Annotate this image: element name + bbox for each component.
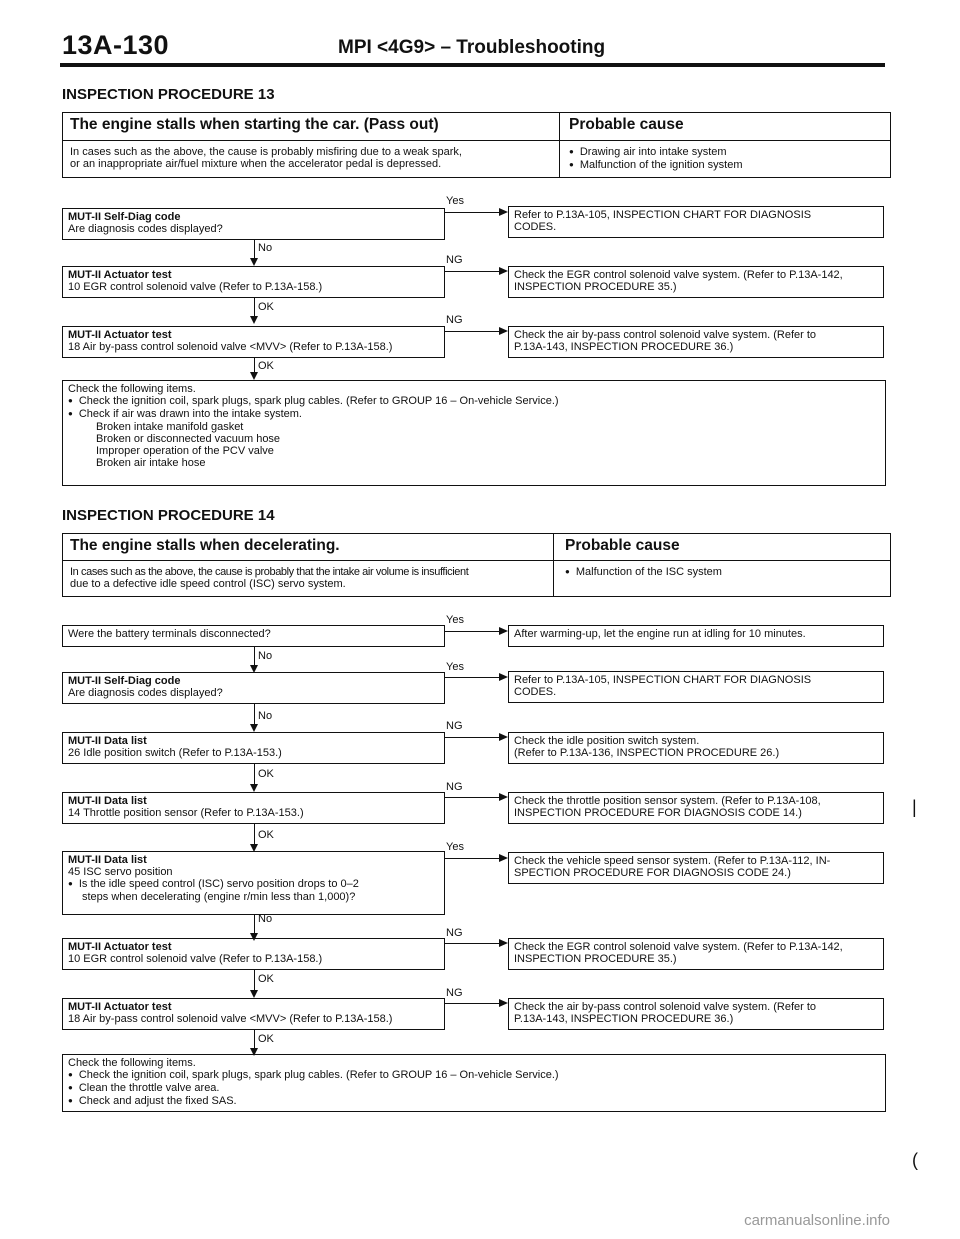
step-box: MUT-II Data list 45 ISC servo position ● Is the idle speed control (ISC) servo position drops to 0–2 steps when decelerating (engine r/min less than 1,000)? xyxy=(62,851,445,915)
final-check-box: Check the following items. ● Check the ignition coil, spark plugs, spark plug cables. (Refer to GROUP 16 – On-vehicle Service.) ● Clean the throttle valve area. ● Check and adjust the fixed SAS. xyxy=(62,1054,886,1112)
action-box: Check the air by-pass control solenoid valve system. (Refer to P.13A-143, INSPECTION PROCEDURE 36.) xyxy=(508,998,884,1030)
step-title: MUT-II Data list xyxy=(68,795,147,807)
step-box xyxy=(62,792,445,824)
probable-cause-heading: Probable cause xyxy=(565,537,680,554)
action-box: Refer to P.13A-105, INSPECTION CHART FOR DIAGNOSIS CODES. xyxy=(508,206,884,238)
step-title: MUT-II Self-Diag code xyxy=(68,675,181,687)
page-title: MPI <4G9> – Troubleshooting xyxy=(338,37,606,58)
cause-item: ● Malfunction of the ignition system xyxy=(569,159,742,172)
flow-label: No xyxy=(258,242,273,254)
step-box xyxy=(62,672,445,704)
step-text: Are diagnosis codes displayed? xyxy=(68,223,223,235)
symptom-description: In cases such as the above, the cause is probably misfiring due to a weak spark, or an inappropriate air/fuel mixture when the accelerator pedal is depressed. xyxy=(70,146,462,170)
step-title: MUT-II Actuator test xyxy=(68,1001,172,1013)
result-label: NG xyxy=(446,314,463,326)
arrow-right-icon xyxy=(499,673,508,681)
step-text: 10 EGR control solenoid valve (Refer to P.13A-158.) xyxy=(68,953,323,965)
procedure-14-symptom-table xyxy=(62,533,891,597)
result-label: NG xyxy=(446,927,463,939)
action-box: Check the air by-pass control solenoid valve system. (Refer to P.13A-143, INSPECTION PROCEDURE 36.) xyxy=(508,326,884,358)
arrow-down-icon xyxy=(250,258,258,266)
procedure-13-title: INSPECTION PROCEDURE 13 xyxy=(62,86,275,103)
arrow-right-icon xyxy=(499,939,508,947)
flow-label: OK xyxy=(258,768,274,780)
probable-cause-list xyxy=(565,566,722,579)
arrow-right-icon xyxy=(499,267,508,275)
step-text: 10 EGR control solenoid valve (Refer to P.13A-158.) xyxy=(68,281,323,293)
step-box xyxy=(62,938,445,970)
result-label: Yes xyxy=(446,841,464,853)
arrow-right-icon xyxy=(499,208,508,216)
step-box xyxy=(62,208,445,240)
header-rule xyxy=(60,63,885,67)
flow-label: No xyxy=(258,913,273,925)
result-label: NG xyxy=(446,781,463,793)
flow-label: OK xyxy=(258,301,274,313)
result-label: Yes xyxy=(446,661,464,673)
action-box: Check the EGR control solenoid valve system. (Refer to P.13A-142, INSPECTION PROCEDURE 35.) xyxy=(508,938,884,970)
result-label: Yes xyxy=(446,614,464,626)
arrow-right-icon xyxy=(499,793,508,801)
step-title: MUT-II Self-Diag code xyxy=(68,211,181,223)
arrow-right-icon xyxy=(499,327,508,335)
cause-item: ● Malfunction of the ISC system xyxy=(565,566,722,579)
arrow-right-icon xyxy=(499,627,508,635)
flow-label: No xyxy=(258,650,273,662)
arrow-right-icon xyxy=(499,733,508,741)
action-box: Refer to P.13A-105, INSPECTION CHART FOR DIAGNOSIS CODES. xyxy=(508,671,884,703)
flow-label: OK xyxy=(258,360,274,372)
step-box xyxy=(62,998,445,1030)
procedure-13-symptom-table xyxy=(62,112,891,178)
flow-label: OK xyxy=(258,973,274,985)
step-text: Are diagnosis codes displayed? xyxy=(68,687,223,699)
result-label: NG xyxy=(446,987,463,999)
flow-label: OK xyxy=(258,829,274,841)
symptom-heading: The engine stalls when starting the car. (Pass out) xyxy=(70,116,439,133)
flow-label: No xyxy=(258,710,273,722)
step-title: MUT-II Actuator test xyxy=(68,941,172,953)
result-label: NG xyxy=(446,720,463,732)
arrow-down-icon xyxy=(250,990,258,998)
procedure-14-title: INSPECTION PROCEDURE 14 xyxy=(62,507,275,524)
arrow-down-icon xyxy=(250,724,258,732)
step-text: 18 Air by-pass control solenoid valve <MVV> (Refer to P.13A-158.) xyxy=(68,341,393,353)
step-title: MUT-II Actuator test xyxy=(68,329,172,341)
step-title: MUT-II Data list xyxy=(68,854,147,866)
cause-item: ● Drawing air into intake system xyxy=(569,146,742,159)
step-title: MUT-II Data list xyxy=(68,735,147,747)
step-text: 18 Air by-pass control solenoid valve <MVV> (Refer to P.13A-158.) xyxy=(68,1013,393,1025)
result-label: Yes xyxy=(446,195,464,207)
arrow-right-icon xyxy=(499,854,508,862)
arrow-down-icon xyxy=(250,372,258,380)
arrow-right-icon xyxy=(499,999,508,1007)
step-text: 26 Idle position switch (Refer to P.13A-153.) xyxy=(68,747,282,759)
probable-cause-list xyxy=(569,146,742,172)
symptom-heading: The engine stalls when decelerating. xyxy=(70,537,340,554)
action-box: Check the idle position switch system. (Refer to P.13A-136, INSPECTION PROCEDURE 26.) xyxy=(508,732,884,764)
step-title: MUT-II Actuator test xyxy=(68,269,172,281)
watermark: carmanualsonline.info xyxy=(744,1212,890,1229)
page-number: 13A-130 xyxy=(62,30,170,60)
action-box: Check the EGR control solenoid valve system. (Refer to P.13A-142, INSPECTION PROCEDURE 35.) xyxy=(508,266,884,298)
step-box xyxy=(62,266,445,298)
action-box: Check the vehicle speed sensor system. (Refer to P.13A-112, IN- SPECTION PROCEDURE FOR DIAGNOSIS CODE 24.) xyxy=(508,852,884,884)
arrow-down-icon xyxy=(250,784,258,792)
step-text: 45 ISC servo position xyxy=(68,866,173,878)
step-text: Were the battery terminals disconnected? xyxy=(68,628,271,640)
result-label: NG xyxy=(446,254,463,266)
step-box xyxy=(62,326,445,358)
action-box: After warming-up, let the engine run at idling for 10 minutes. xyxy=(508,625,884,647)
action-box: Check the throttle position sensor system. (Refer to P.13A-108, INSPECTION PROCEDURE FOR DIAGNOSIS CODE 14.) xyxy=(508,792,884,824)
probable-cause-heading: Probable cause xyxy=(569,116,684,133)
step-box xyxy=(62,732,445,764)
flow-label: OK xyxy=(258,1033,274,1045)
final-check-box: Check the following items. ● Check the ignition coil, spark plugs, spark plug cables. (Refer to GROUP 16 – On-vehicle Service.) ● Check if air was drawn into the intake system. Broken intake manifold gasket Broken or disconnected vacuum hose Improper operation of the PCV valve Broken air intake hose xyxy=(62,380,886,486)
arrow-down-icon xyxy=(250,316,258,324)
step-box xyxy=(62,625,445,647)
step-text: 14 Throttle position sensor (Refer to P.13A-153.) xyxy=(68,807,304,819)
symptom-description: In cases such as the above, the cause is probably that the intake air volume is insufficient due to a defective idle speed control (ISC) servo system. xyxy=(70,566,469,590)
